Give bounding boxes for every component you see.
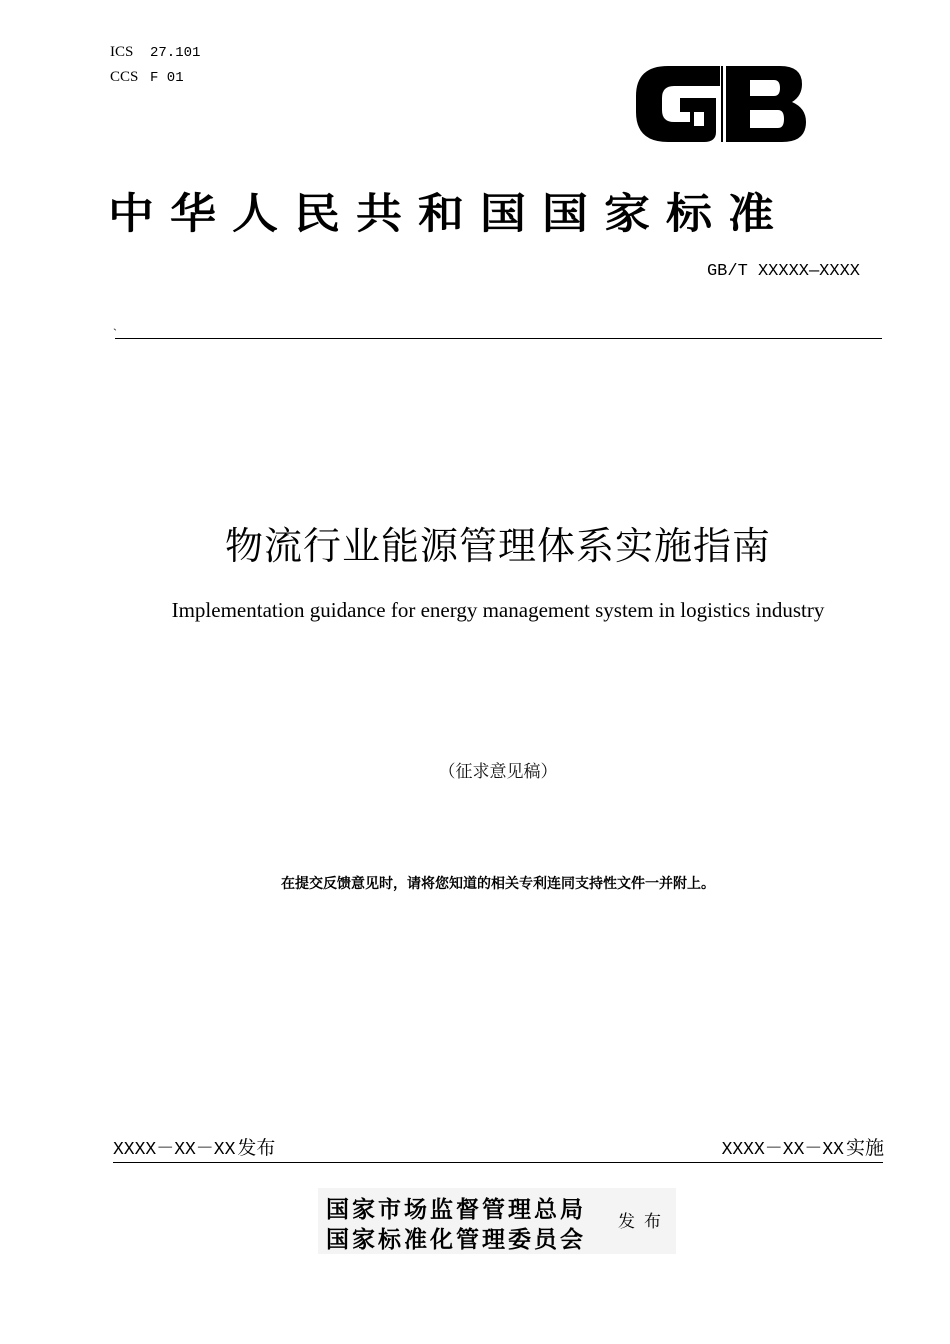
ccs-label: CCS <box>110 69 139 85</box>
publish-date <box>113 1133 275 1160</box>
implement-date-label: 实施 <box>845 1137 884 1159</box>
gb-logo-icon <box>628 58 810 150</box>
issuer-line-2: 国家标准化管理委员会 <box>326 1226 586 1253</box>
standard-title: 中华人民共和国国家标准 <box>108 188 790 238</box>
ccs-row <box>110 69 184 86</box>
document-title-en: Implementation guidance for energy management system in logistics industry <box>171 598 825 622</box>
publish-date-label: 发布 <box>237 1137 276 1159</box>
publish-date-value: XXXX－XX－XX <box>113 1140 236 1160</box>
issuer-block <box>318 1188 676 1254</box>
header-divider <box>115 338 882 339</box>
patent-note: 在提交反馈意见时，请将您知道的相关专利连同支持性文件一并附上。 <box>281 876 715 892</box>
issuer-verb: 发布 <box>618 1212 670 1232</box>
standard-number: GB/T XXXXX—XXXX <box>706 262 860 281</box>
implement-date <box>722 1133 884 1160</box>
ics-row <box>110 44 200 61</box>
issuer-line-1: 国家市场监督管理总局 <box>326 1196 586 1223</box>
document-title-cn: 物流行业能源管理体系实施指南 <box>224 524 771 568</box>
draft-label: （征求意见稿） <box>438 762 558 782</box>
tick-mark: ` <box>113 326 117 340</box>
ics-value: 27.101 <box>150 45 201 61</box>
footer-divider <box>113 1162 883 1163</box>
ccs-value: F 01 <box>150 70 184 86</box>
implement-date-value: XXXX－XX－XX <box>721 1140 844 1160</box>
ics-label: ICS <box>110 44 134 60</box>
